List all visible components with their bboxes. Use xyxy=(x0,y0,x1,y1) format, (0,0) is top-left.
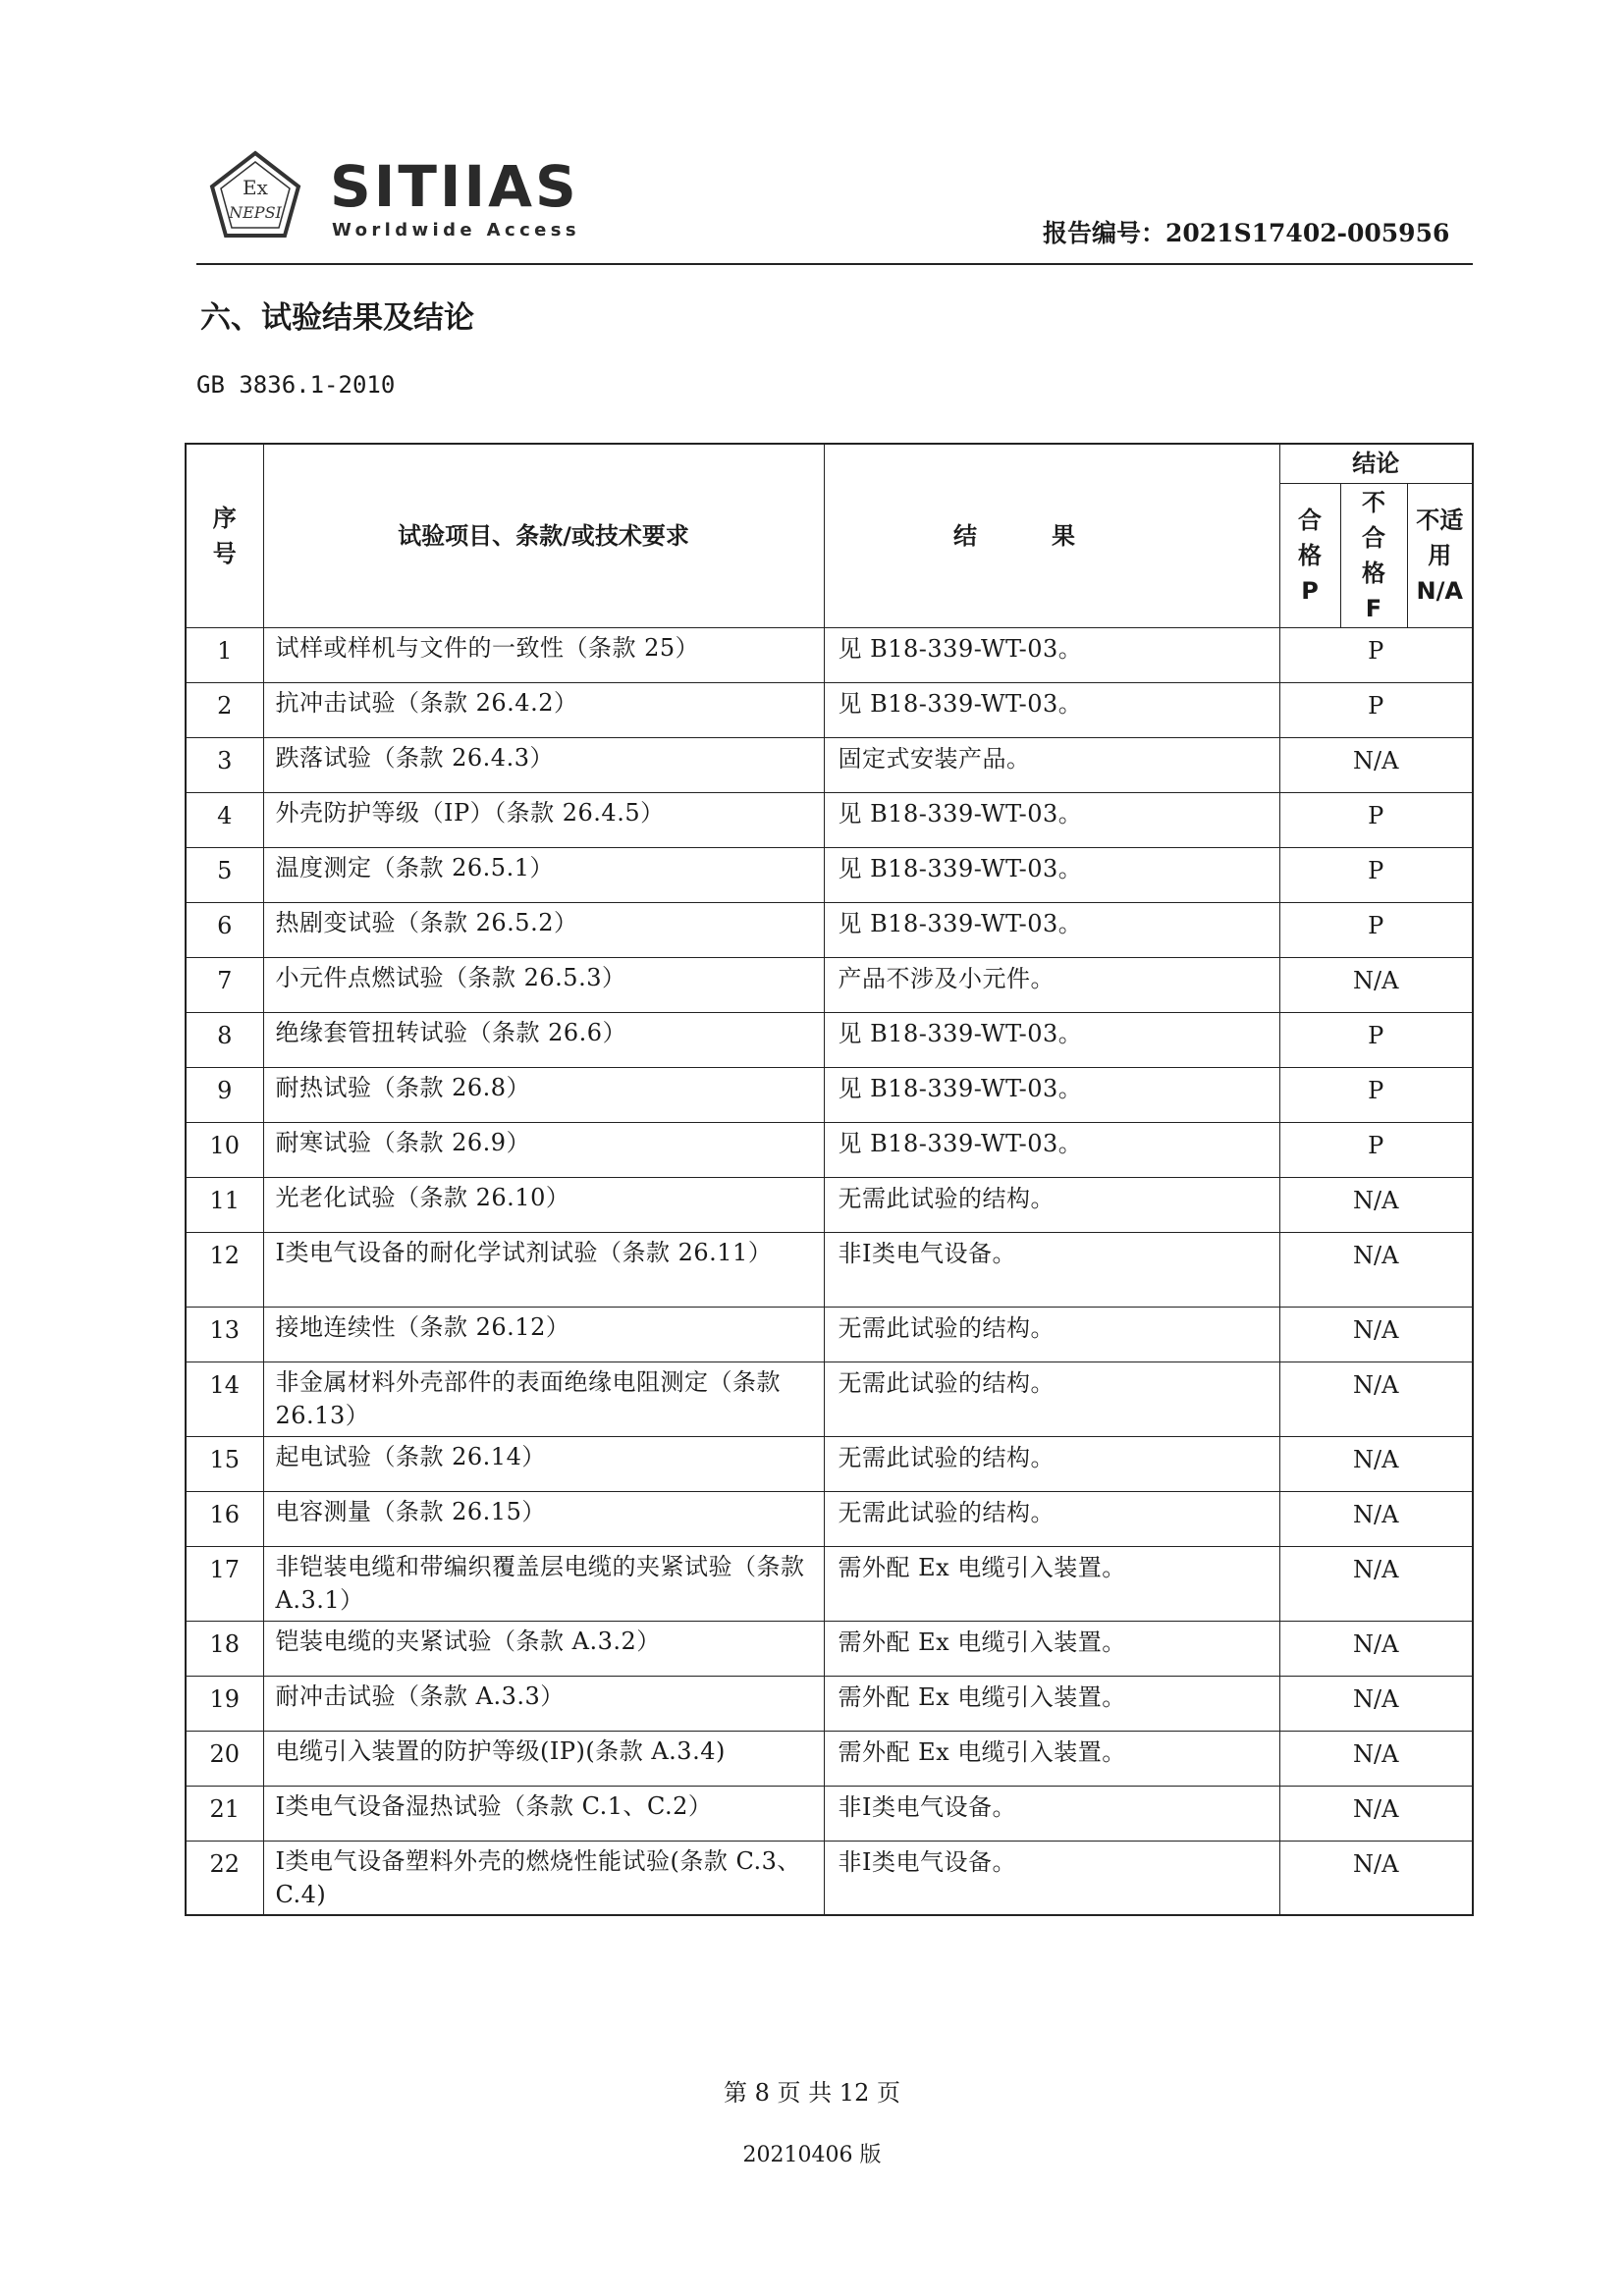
table-row xyxy=(186,627,1473,682)
header-divider xyxy=(196,263,1473,265)
row-number: 13 xyxy=(186,1307,263,1362)
nepsi-badge-icon xyxy=(208,149,302,241)
table-row xyxy=(186,737,1473,792)
row-number: 16 xyxy=(186,1491,263,1546)
row-result: 见 B18-339-WT-03。 xyxy=(824,1012,1279,1067)
row-number: 14 xyxy=(186,1362,263,1436)
header-no: 序号 xyxy=(186,444,263,627)
row-conclusion: P xyxy=(1279,902,1473,957)
row-test-item: 抗冲击试验（条款 26.4.2） xyxy=(263,682,824,737)
row-test-item: Ⅰ类电气设备的耐化学试剂试验（条款 26.11） xyxy=(263,1232,824,1307)
row-number: 1 xyxy=(186,627,263,682)
row-conclusion: P xyxy=(1279,1012,1473,1067)
row-number: 5 xyxy=(186,847,263,902)
row-conclusion: N/A xyxy=(1279,1436,1473,1491)
table-row xyxy=(186,682,1473,737)
row-number: 12 xyxy=(186,1232,263,1307)
table-row xyxy=(186,1012,1473,1067)
row-result: 固定式安装产品。 xyxy=(824,737,1279,792)
results-table xyxy=(185,443,1474,1916)
table-row xyxy=(186,957,1473,1012)
row-number: 2 xyxy=(186,682,263,737)
row-result: 无需此试验的结构。 xyxy=(824,1362,1279,1436)
row-test-item: 耐寒试验（条款 26.9） xyxy=(263,1122,824,1177)
row-conclusion: P xyxy=(1279,627,1473,682)
row-result: 需外配 Ex 电缆引入装置。 xyxy=(824,1546,1279,1621)
row-number: 15 xyxy=(186,1436,263,1491)
row-conclusion: P xyxy=(1279,1067,1473,1122)
row-result: 无需此试验的结构。 xyxy=(824,1436,1279,1491)
row-number: 10 xyxy=(186,1122,263,1177)
header-item: 试验项目、条款/或技术要求 xyxy=(263,444,824,627)
table-row xyxy=(186,1122,1473,1177)
row-result: 见 B18-339-WT-03。 xyxy=(824,627,1279,682)
row-conclusion: N/A xyxy=(1279,1731,1473,1786)
row-test-item: Ⅰ类电气设备塑料外壳的燃烧性能试验(条款 C.3、C.4) xyxy=(263,1841,824,1915)
table-row xyxy=(186,1067,1473,1122)
page-info: 第 8 页 共 12 页 xyxy=(724,2079,900,2107)
row-result: 无需此试验的结构。 xyxy=(824,1491,1279,1546)
row-test-item: 非铠装电缆和带编织覆盖层电缆的夹紧试验（条款 A.3.1） xyxy=(263,1546,824,1621)
header-fail: 不合格F xyxy=(1340,483,1407,627)
row-conclusion: N/A xyxy=(1279,1546,1473,1621)
table-row xyxy=(186,1731,1473,1786)
row-conclusion: N/A xyxy=(1279,1676,1473,1731)
row-test-item: Ⅰ类电气设备湿热试验（条款 C.1、C.2） xyxy=(263,1786,824,1841)
row-number: 20 xyxy=(186,1731,263,1786)
row-result: 见 B18-339-WT-03。 xyxy=(824,847,1279,902)
row-test-item: 绝缘套管扭转试验（条款 26.6） xyxy=(263,1012,824,1067)
row-result: 需外配 Ex 电缆引入装置。 xyxy=(824,1676,1279,1731)
row-test-item: 铠装电缆的夹紧试验（条款 A.3.2） xyxy=(263,1621,824,1676)
table-row xyxy=(186,1177,1473,1232)
header-na: 不适用N/A xyxy=(1407,483,1473,627)
row-result: 非Ⅰ类电气设备。 xyxy=(824,1841,1279,1915)
row-result: 见 B18-339-WT-03。 xyxy=(824,682,1279,737)
header-pass: 合格P xyxy=(1279,483,1340,627)
row-test-item: 电缆引入装置的防护等级(IP)(条款 A.3.4) xyxy=(263,1731,824,1786)
header-result: 结果 xyxy=(824,444,1279,627)
row-result: 无需此试验的结构。 xyxy=(824,1307,1279,1362)
row-result: 需外配 Ex 电缆引入装置。 xyxy=(824,1731,1279,1786)
row-number: 8 xyxy=(186,1012,263,1067)
row-number: 9 xyxy=(186,1067,263,1122)
table-row xyxy=(186,1491,1473,1546)
row-number: 17 xyxy=(186,1546,263,1621)
logo-tagline: Worldwide Access xyxy=(332,220,580,240)
row-test-item: 非金属材料外壳部件的表面绝缘电阻测定（条款 26.13） xyxy=(263,1362,824,1436)
row-number: 6 xyxy=(186,902,263,957)
table-row xyxy=(186,1232,1473,1307)
row-test-item: 耐冲击试验（条款 A.3.3） xyxy=(263,1676,824,1731)
table-row xyxy=(186,847,1473,902)
row-result: 见 B18-339-WT-03。 xyxy=(824,1122,1279,1177)
row-number: 4 xyxy=(186,792,263,847)
table-row xyxy=(186,1676,1473,1731)
row-number: 22 xyxy=(186,1841,263,1915)
row-result: 需外配 Ex 电缆引入装置。 xyxy=(824,1621,1279,1676)
row-test-item: 接地连续性（条款 26.12） xyxy=(263,1307,824,1362)
table-row xyxy=(186,1786,1473,1841)
logo-badge-bottom: NEPSI xyxy=(229,203,282,222)
row-number: 21 xyxy=(186,1786,263,1841)
row-conclusion: N/A xyxy=(1279,1307,1473,1362)
row-test-item: 起电试验（条款 26.14） xyxy=(263,1436,824,1491)
row-result: 产品不涉及小元件。 xyxy=(824,957,1279,1012)
table-body xyxy=(186,627,1473,1915)
row-conclusion: N/A xyxy=(1279,1362,1473,1436)
row-conclusion: N/A xyxy=(1279,1232,1473,1307)
row-conclusion: N/A xyxy=(1279,957,1473,1012)
row-test-item: 热剧变试验（条款 26.5.2） xyxy=(263,902,824,957)
row-test-item: 耐热试验（条款 26.8） xyxy=(263,1067,824,1122)
row-number: 3 xyxy=(186,737,263,792)
row-result: 见 B18-339-WT-03。 xyxy=(824,792,1279,847)
row-conclusion: P xyxy=(1279,847,1473,902)
row-conclusion: P xyxy=(1279,792,1473,847)
row-conclusion: N/A xyxy=(1279,1491,1473,1546)
table-row xyxy=(186,1546,1473,1621)
row-result: 非Ⅰ类电气设备。 xyxy=(824,1232,1279,1307)
header-conclusion: 结论 xyxy=(1279,444,1473,483)
row-conclusion: N/A xyxy=(1279,1786,1473,1841)
row-test-item: 光老化试验（条款 26.10） xyxy=(263,1177,824,1232)
section-title: 六、试验结果及结论 xyxy=(200,300,474,336)
logo-badge-top: Ex xyxy=(243,176,268,199)
table-row xyxy=(186,1362,1473,1436)
row-result: 非Ⅰ类电气设备。 xyxy=(824,1786,1279,1841)
row-number: 19 xyxy=(186,1676,263,1731)
edition: 20210406 版 xyxy=(742,2143,882,2167)
row-test-item: 试样或样机与文件的一致性（条款 25） xyxy=(263,627,824,682)
logo-brand: SITIIAS xyxy=(330,153,579,220)
row-conclusion: N/A xyxy=(1279,1621,1473,1676)
row-number: 18 xyxy=(186,1621,263,1676)
row-conclusion: N/A xyxy=(1279,1177,1473,1232)
row-conclusion: N/A xyxy=(1279,1841,1473,1915)
standard-code: GB 3836.1-2010 xyxy=(196,371,396,399)
row-test-item: 电容测量（条款 26.15） xyxy=(263,1491,824,1546)
row-result: 无需此试验的结构。 xyxy=(824,1177,1279,1232)
table-row xyxy=(186,902,1473,957)
table-row xyxy=(186,1621,1473,1676)
row-result: 见 B18-339-WT-03。 xyxy=(824,1067,1279,1122)
table-row xyxy=(186,1436,1473,1491)
row-number: 11 xyxy=(186,1177,263,1232)
report-number: 报告编号：2021S17402-005956 xyxy=(1043,219,1450,247)
row-test-item: 外壳防护等级（IP）（条款 26.4.5） xyxy=(263,792,824,847)
table-row xyxy=(186,1307,1473,1362)
row-test-item: 小元件点燃试验（条款 26.5.3） xyxy=(263,957,824,1012)
row-conclusion: P xyxy=(1279,1122,1473,1177)
row-conclusion: N/A xyxy=(1279,737,1473,792)
row-test-item: 跌落试验（条款 26.4.3） xyxy=(263,737,824,792)
table-row xyxy=(186,1841,1473,1915)
row-conclusion: P xyxy=(1279,682,1473,737)
table-row xyxy=(186,792,1473,847)
row-result: 见 B18-339-WT-03。 xyxy=(824,902,1279,957)
row-test-item: 温度测定（条款 26.5.1） xyxy=(263,847,824,902)
row-number: 7 xyxy=(186,957,263,1012)
